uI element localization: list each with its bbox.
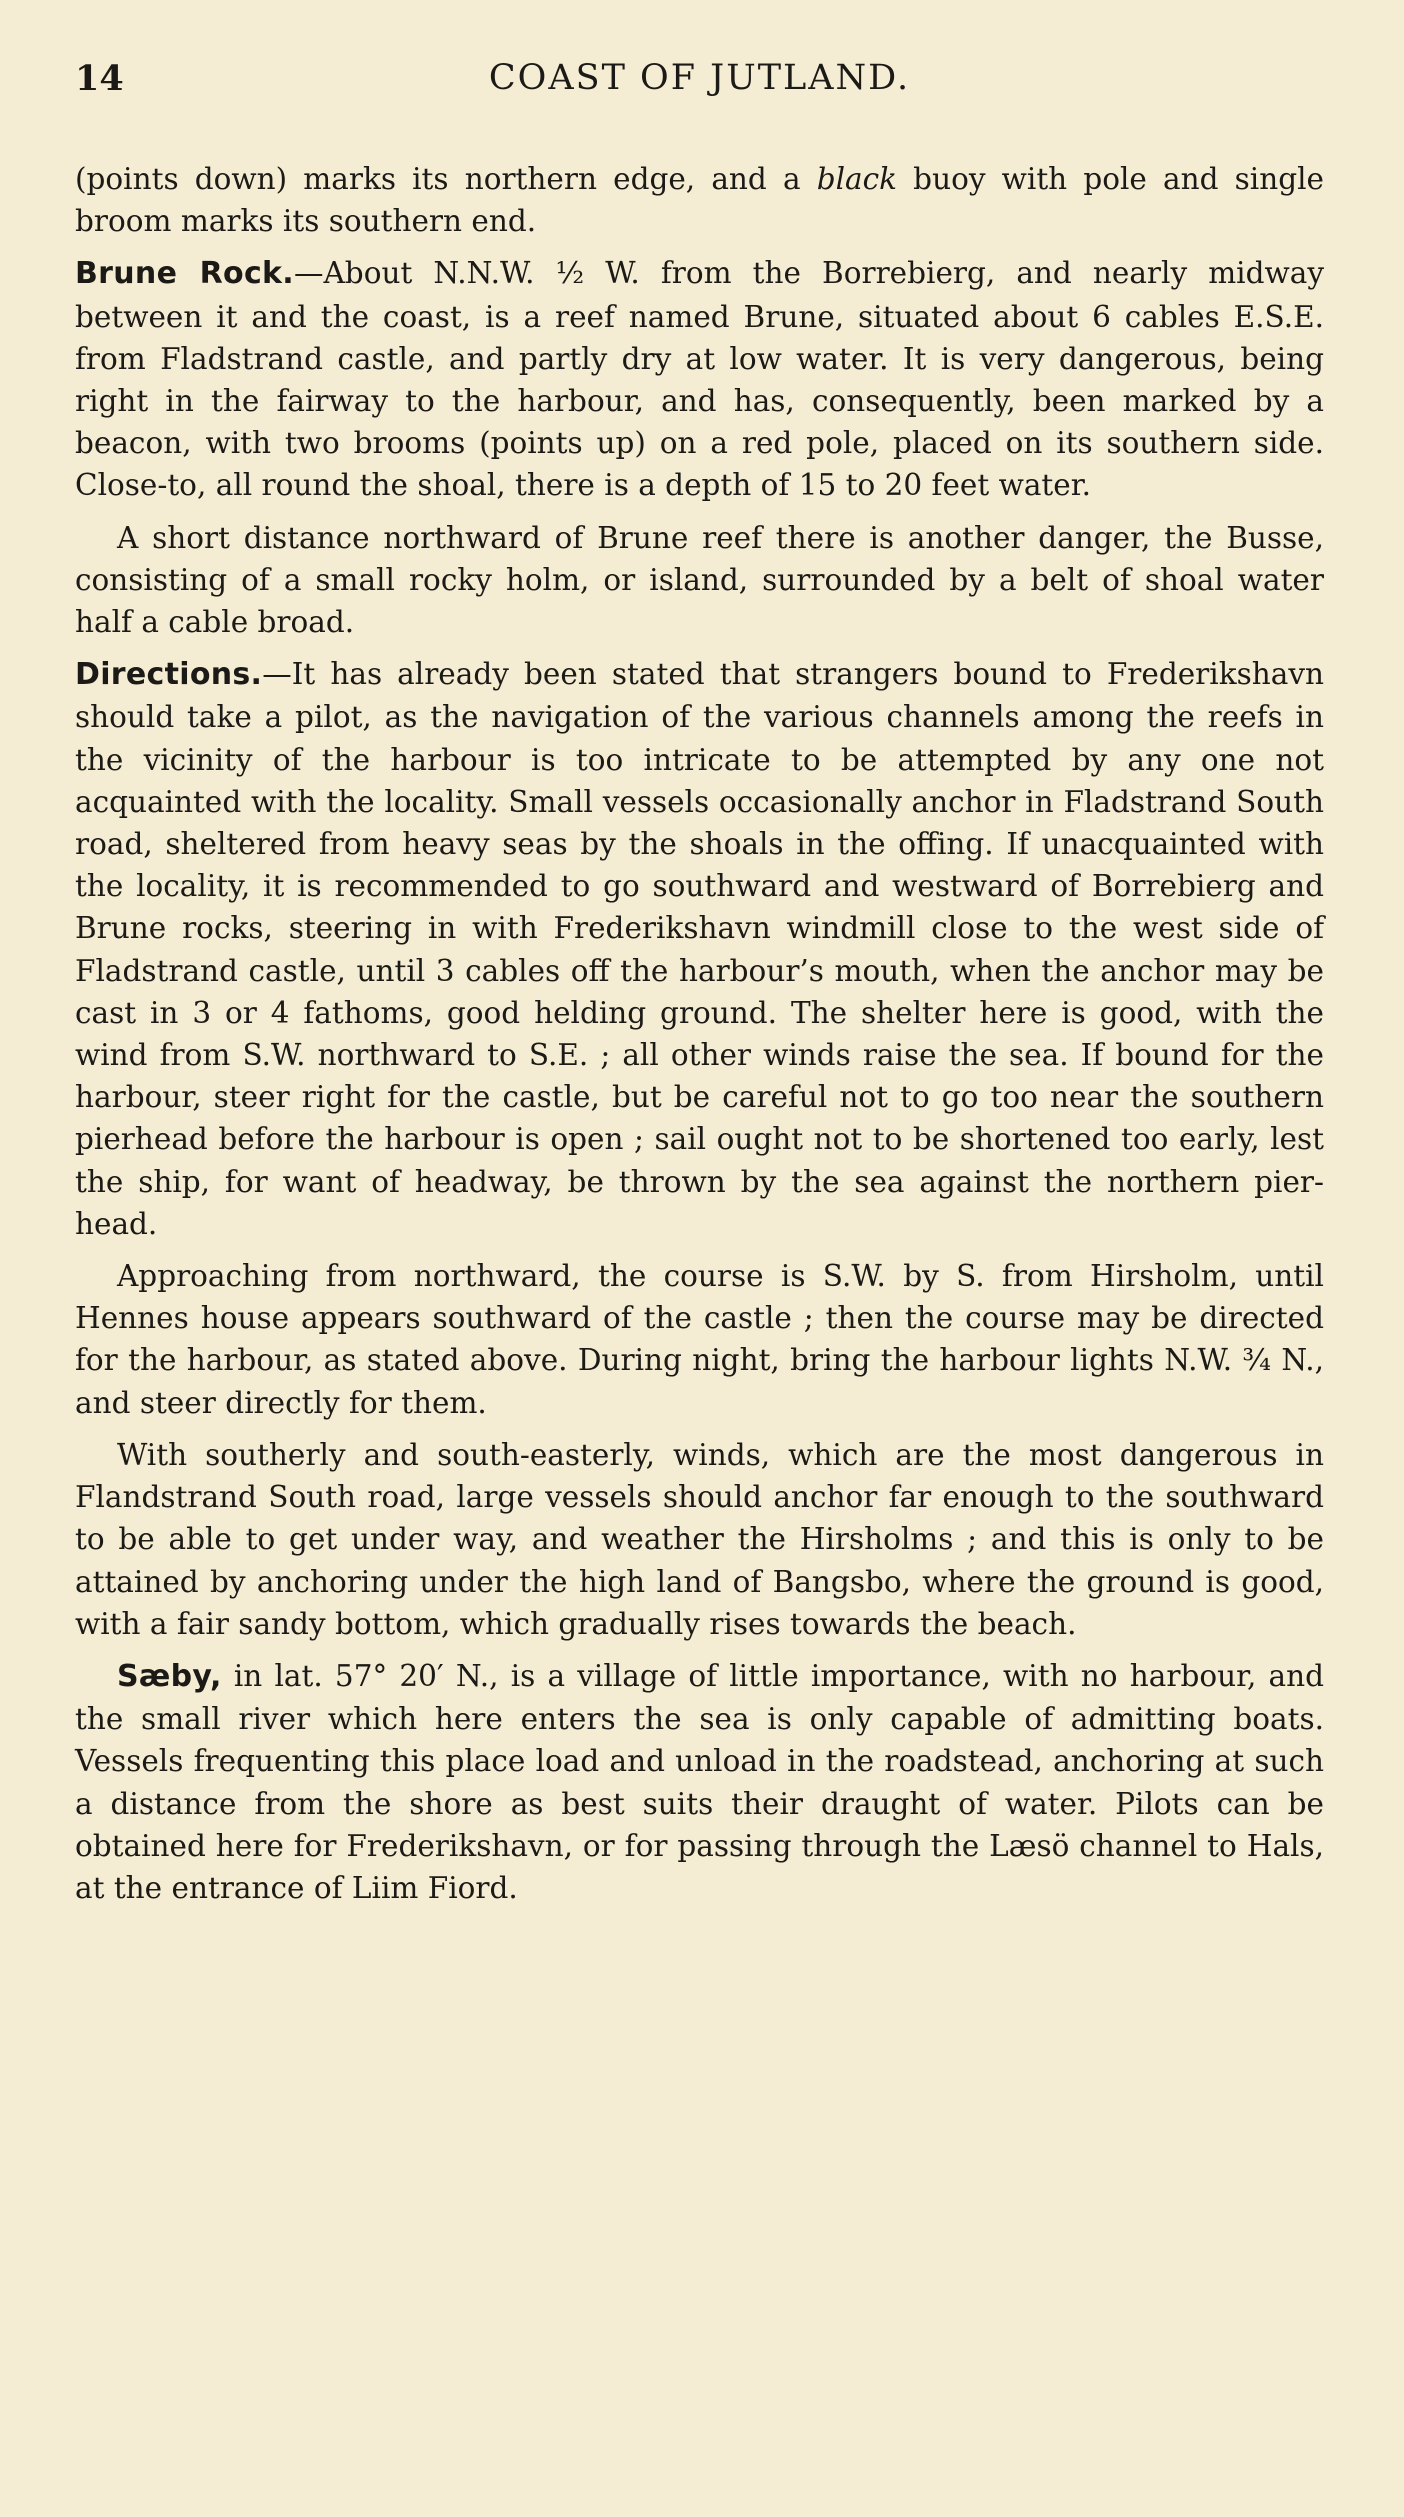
paragraph-southerly-winds bbox=[75, 1434, 1324, 1645]
paragraph-text: —It has already been stated that strangers bound to Frederikshavn should take a pilot, as the navigation of the various channels among the reefs in the vicinity of the harbour is too intricate to be attempted by any one not acquainted with the locality. Small vessels occasionally anchor in Fladstrand South road, sheltered from heavy seas by the shoals in the offing. If unacquainted with the locality, it is recommended to go southward and westward of Borrebierg and Brune rocks, steering in with Frederikshavn windmill close to the west side of Fladstrand castle, until 3 cables off the harbour’s mouth, when the anchor may be cast in 3 or 4 fathoms, good helding ground. The shelter here is good, with the wind from S.W. northward to S.E. ; all other winds raise the sea. If bound for the harbour, steer right for the castle, but be careful not to go too near the southern pierhead before the harbour is open ; sail ought not to be shortened too early, lest the ship, for want of headway, be thrown by the sea against the northern pier-head. bbox=[75, 657, 1324, 1241]
running-head bbox=[75, 58, 1324, 118]
paragraph-brune-rock bbox=[75, 252, 1324, 506]
paragraph-directions bbox=[75, 653, 1324, 1245]
paragraph-text: in lat. 57° 20′ N., is a village of little importance, with no harbour, and the small river which here enters the sea is only capable of admitting boats. Vessels frequenting this place load and unload in the roadstead, anchoring at such a distance from the shore as best suits their draught of water. Pilots can be obtained here for Frederikshavn, or for passing through the Læsö channel to Hals, at the entrance of Liim Fiord. bbox=[75, 1658, 1324, 1905]
section-heading-brune-rock: Brune Rock. bbox=[75, 256, 294, 292]
paragraph-text: buoy with pole and single broom marks its southern end. bbox=[75, 162, 1325, 239]
section-heading-directions: Directions. bbox=[75, 657, 263, 693]
paragraph-text: With southerly and south-easterly, winds, which are the most dangerous in Flandstrand South road, large vessels should anchor far enough to the southward to be able to get under way, and weather the Hirsholms ; and this is only to be attained by anchoring under the high land of Bangsbo, where the ground is good, with a fair sandy bottom, which gradually rises towards the beach. bbox=[75, 1437, 1324, 1641]
paragraph-text: (points down) marks its northern edge, and a bbox=[75, 162, 817, 196]
paragraph-saeby bbox=[75, 1655, 1324, 1909]
paragraph-text: A short distance northward of Brune reef there is another danger, the Busse, consisting of a small rocky holm, or island, surrounded by a belt of shoal water half a cable broad. bbox=[75, 520, 1324, 640]
paragraph-text: Approaching from northward, the course is S.W. by S. from Hirsholm, until Hennes house appears southward of the castle ; then the course may be directed for the harbour, as stated above. During night, bring the harbour lights N.W. ¾ N., and steer directly for them. bbox=[75, 1259, 1324, 1420]
page-number: 14 bbox=[75, 58, 124, 99]
italic-word: black bbox=[816, 162, 898, 196]
body-text bbox=[75, 158, 1324, 1909]
paragraph-busse bbox=[75, 517, 1324, 644]
paragraph-continuation bbox=[75, 158, 1324, 242]
section-heading-saeby: Sæby, bbox=[117, 1658, 222, 1694]
page-header-title: COAST OF JUTLAND. bbox=[488, 58, 911, 98]
paragraph-approaching bbox=[75, 1255, 1324, 1424]
paragraph-text: —About N.N.W. ½ W. from the Borrebierg, and nearly midway between it and the coast, is a reef named Brune, situated about 6 cables E.S.E. from Fladstrand castle, and partly dry at low water. It is very dangerous, being right in the fairway to the harbour, and has, consequently, been marked by a beacon, with two brooms (points up) on a red pole, placed on its southern side. Close-to, all round the shoal, there is a depth of 15 to 20 feet water. bbox=[75, 256, 1324, 503]
